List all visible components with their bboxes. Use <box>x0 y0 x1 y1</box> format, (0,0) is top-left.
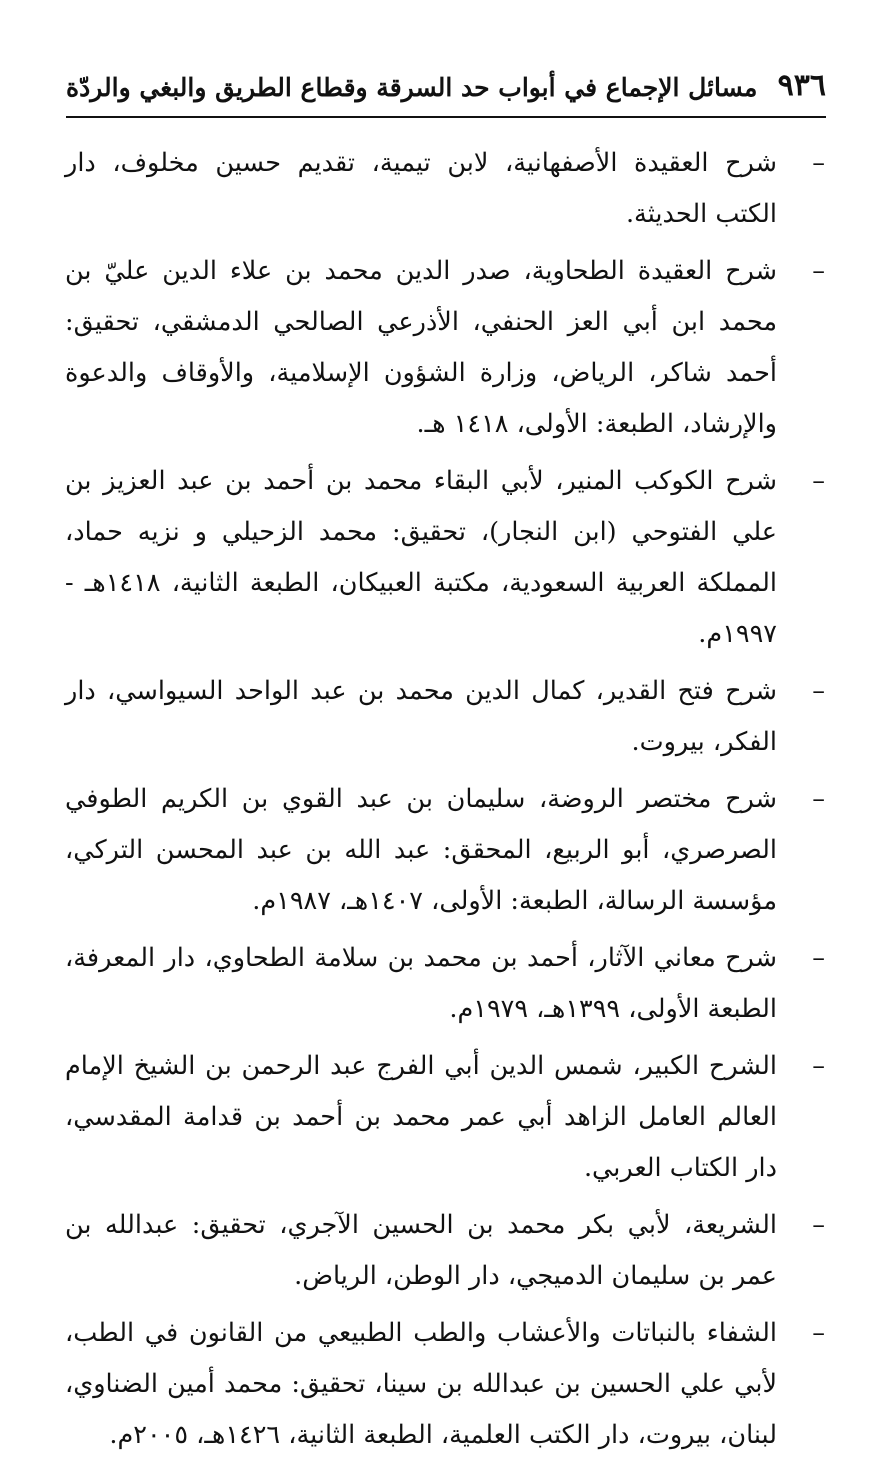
entry-text: شرح معاني الآثار، أحمد بن محمد بن سلامة الطحاوي، دار المعرفة، الطبعة الأولى، ١٣٩٩هـ، ١٩٧٩م. <box>65 943 777 1024</box>
entry-text: شرح العقيدة الأصفهانية، لابن تيمية، تقديم حسين مخلوف، دار الكتب الحديثة. <box>65 148 777 229</box>
entry-text: الشريعة، لأبي بكر محمد بن الحسين الآجري، تحقيق: عبدالله بن عمر بن سليمان الدميجي، دار الوطن، الرياض. <box>65 1210 777 1291</box>
entry-text: شرح فتح القدير، كمال الدين محمد بن عبد الواحد السيواسي، دار الفكر، بيروت. <box>65 676 777 757</box>
bibliography-list <box>65 138 825 1467</box>
entry-text: شرح العقيدة الطحاوية، صدر الدين محمد بن علاء الدين عليّ بن محمد ابن أبي العز الحنفي، الأذرعي الصالحي الدمشقي، تحقيق: أحمد شاكر، الرياض، وزارة الشؤون الإسلامية، والأوقاف والدعوة والإرشاد، الطبعة: الأولى، ١٤١٨ هـ. <box>65 256 777 439</box>
page-number: ٩٣٦ <box>777 68 826 103</box>
entry-text: الشرح الكبير، شمس الدين أبي الفرج عبد الرحمن بن الشيخ الإمام العالم العامل الزاهد أبي عمر محمد بن أحمد بن قدامة المقدسي، دار الكتاب العربي. <box>65 1051 777 1183</box>
entry-dash: – <box>812 1051 825 1081</box>
bibliography-entry <box>65 456 825 660</box>
entry-dash: – <box>812 148 825 178</box>
running-title: مسائل الإجماع في أبواب حد السرقة وقطاع الطريق والبغي والردّة <box>66 73 758 102</box>
entry-dash: – <box>812 466 825 496</box>
entry-dash: – <box>812 256 825 286</box>
entry-dash: – <box>812 943 825 973</box>
entry-dash: – <box>812 784 825 814</box>
bibliography-entry <box>65 933 825 1035</box>
bibliography-entry <box>65 1308 825 1461</box>
entry-dash: – <box>812 1318 825 1348</box>
page-header <box>66 62 826 118</box>
entry-text: شرح مختصر الروضة، سليمان بن عبد القوي بن الكريم الطوفي الصرصري، أبو الربيع، المحقق: عبد الله بن عبد المحسن التركي، مؤسسة الرسالة، الطبعة: الأولى، ١٤٠٧هـ، ١٩٨٧م. <box>65 784 777 916</box>
bibliography-entry <box>65 1041 825 1194</box>
bibliography-entry <box>65 138 825 240</box>
bibliography-entry <box>65 666 825 768</box>
bibliography-entry <box>65 246 825 450</box>
entry-text: شرح الكوكب المنير، لأبي البقاء محمد بن أحمد بن عبد العزيز بن علي الفتوحي (ابن النجار)، تحقيق: محمد الزحيلي و نزيه حماد، المملكة العربية السعودية، مكتبة العبيكان، الطبعة الثانية، ١٤١٨هـ - ١٩٩٧م. <box>65 466 777 649</box>
bibliography-entry <box>65 1200 825 1302</box>
entry-text: الشفاء بالنباتات والأعشاب والطب الطبيعي من القانون في الطب، لأبي علي الحسين بن عبدالله بن سينا، تحقيق: محمد أمين الضناوي، لبنان، بيروت، دار الكتب العلمية، الطبعة الثانية، ١٤٢٦هـ، ٢٠٠٥م. <box>65 1318 777 1450</box>
entry-dash: – <box>812 676 825 706</box>
bibliography-entry <box>65 774 825 927</box>
entry-dash: – <box>812 1210 825 1240</box>
